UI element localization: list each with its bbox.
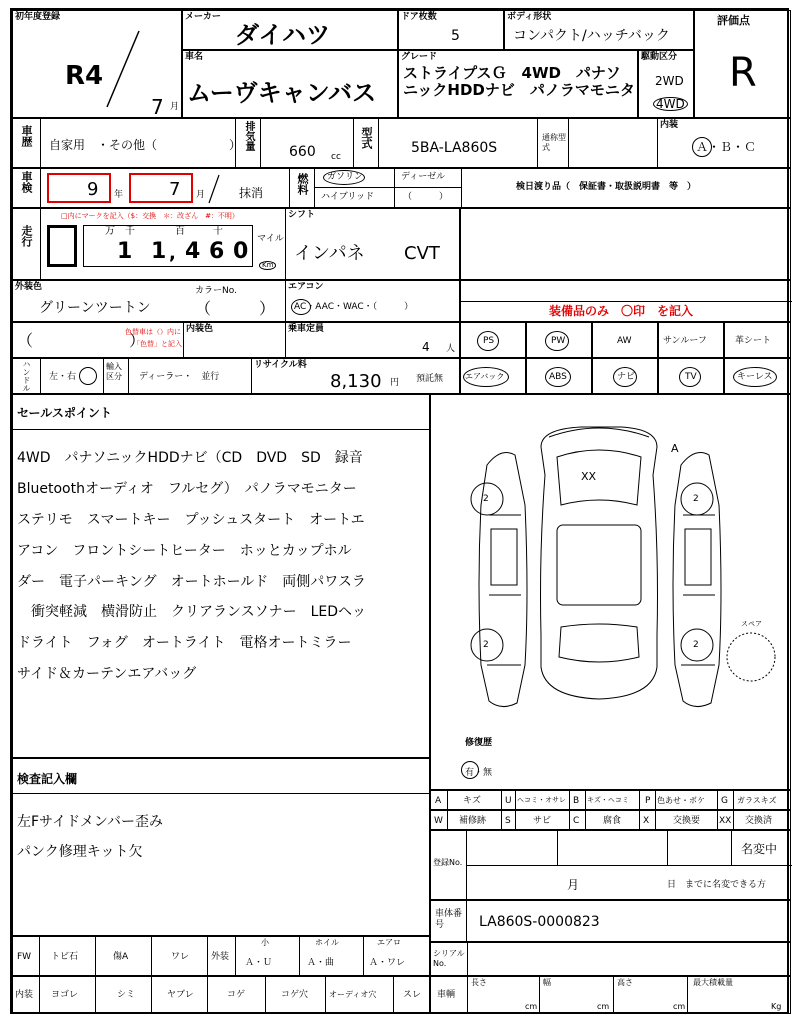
equip-aw[interactable] bbox=[592, 322, 658, 358]
dims-width-unit: cm bbox=[597, 1002, 610, 1011]
mileage-digit-2: 1 bbox=[151, 239, 167, 264]
included-docs-label: 検日渡り品（ 保証書・取扱説明書 等 ） bbox=[516, 182, 697, 192]
displacement-label: 排気量 bbox=[243, 121, 254, 151]
tire-fr: 2 bbox=[693, 494, 699, 504]
recycle-cell bbox=[251, 359, 461, 393]
interior-row-label: 内装 bbox=[15, 990, 34, 1000]
doors-value: 5 bbox=[451, 28, 460, 44]
equip-keyless[interactable] bbox=[724, 358, 791, 394]
registration-label-cell bbox=[431, 831, 467, 899]
first-reg-year: R4 bbox=[65, 61, 104, 91]
body-label: ボディ形状 bbox=[507, 12, 552, 22]
shift-type: CVT bbox=[404, 243, 440, 264]
sales-line-1: 4WD パナソニックHDDナビ（CD DVD SD 録音 bbox=[17, 450, 363, 466]
grade-cell bbox=[398, 50, 638, 118]
ext-item-1: トビ石 bbox=[51, 952, 79, 962]
model-type-label-cell bbox=[353, 119, 379, 167]
displacement-value: 660 bbox=[289, 144, 316, 160]
roof-mark: XX bbox=[581, 470, 597, 483]
sales-line-4: アコン フロントシートヒーター ホッとカップホル bbox=[17, 543, 352, 559]
equip-header-cell bbox=[460, 280, 791, 322]
equip-abs[interactable] bbox=[526, 358, 592, 394]
tire-rl: 2 bbox=[483, 640, 489, 650]
equip-row-1 bbox=[460, 322, 791, 358]
equip-navi[interactable] bbox=[592, 358, 658, 394]
exterior-defects-row bbox=[12, 936, 430, 976]
interior-color-cell bbox=[183, 323, 285, 357]
dims-length-unit: cm bbox=[525, 1002, 538, 1011]
interior-defects-row bbox=[12, 976, 430, 1014]
equip-aw-label: AW bbox=[617, 336, 632, 346]
mileage-digit-5: 0 bbox=[233, 239, 249, 264]
displacement-unit: cc bbox=[331, 152, 341, 162]
color-value: グリーンツートン bbox=[39, 300, 151, 316]
color-change-note-2: 「色替」と記入 bbox=[133, 340, 182, 348]
int-item-7: スレ bbox=[403, 990, 422, 1000]
inspection-row bbox=[12, 168, 791, 208]
color-change-note-1: 色替車は（）内に bbox=[125, 328, 181, 336]
legend-table bbox=[430, 790, 791, 830]
import-label-cell bbox=[103, 359, 129, 393]
repair-history-label: 修復歴 bbox=[465, 738, 493, 748]
equip-abs-label: ABS bbox=[549, 372, 567, 382]
fw-label: FW bbox=[17, 952, 32, 962]
recycle-value: 8,130 bbox=[330, 371, 382, 392]
grade-value: ストライプスＧ 4WD パナソニックHDDナビ パノラマモニタ bbox=[403, 64, 635, 99]
mileage-row bbox=[12, 208, 460, 280]
inspection-year-box[interactable] bbox=[47, 173, 111, 203]
dims-height-unit: cm bbox=[673, 1002, 686, 1011]
car-name-value: ムーヴキャンバス bbox=[187, 79, 377, 107]
inspection-month: 7 bbox=[169, 179, 181, 200]
drive-4wd-circled: 4WD bbox=[653, 97, 688, 111]
registration-box bbox=[430, 830, 791, 900]
legend-g: G bbox=[721, 796, 728, 806]
registration-divider bbox=[467, 865, 792, 866]
equip-tv[interactable] bbox=[658, 358, 724, 394]
inspection-notes-box bbox=[12, 758, 430, 936]
interior-grade-a-circle bbox=[692, 137, 712, 157]
legend-w: W bbox=[434, 816, 443, 826]
inspection-slash bbox=[207, 173, 221, 205]
legend-row-2 bbox=[430, 810, 791, 830]
equip-sunroof-label: サンルーフ bbox=[663, 336, 707, 346]
common-type-label-cell bbox=[537, 119, 569, 167]
fuel-label-cell bbox=[289, 169, 315, 207]
handle-label: ハンドル bbox=[22, 360, 31, 392]
mileage-box-100k[interactable] bbox=[47, 225, 77, 267]
mileage-label: 走行 bbox=[20, 225, 33, 247]
inspection-label-cell bbox=[13, 169, 41, 207]
capacity-cell bbox=[285, 323, 461, 357]
equip-keyless-circle bbox=[733, 367, 777, 387]
fuel-diesel: ディーゼル bbox=[401, 172, 446, 182]
capacity-value: 4 bbox=[422, 340, 430, 354]
vin-value: LA860S-0000823 bbox=[479, 914, 600, 930]
history-label-cell bbox=[13, 119, 41, 167]
equip-tv-circle bbox=[679, 367, 701, 387]
mileage-km: Km bbox=[259, 261, 276, 270]
sales-line-8: サイド＆カーテンエアバッグ bbox=[17, 666, 197, 682]
mileage-note: □内にマークを記入（$：交換 ＊：改ざん #：不明） bbox=[61, 212, 239, 220]
handle-right-circle bbox=[79, 367, 97, 385]
serial-label: シリアルNo. bbox=[433, 949, 465, 968]
body-type-cell bbox=[504, 10, 694, 50]
mileage-digit-4: 6 bbox=[209, 239, 225, 264]
car-name-label: 車名 bbox=[185, 52, 204, 62]
name-change: 名変中 bbox=[741, 842, 778, 856]
legend-s: S bbox=[505, 816, 511, 826]
color-row bbox=[12, 280, 460, 322]
aircon-value: AC・AAC・WAC・（ ） bbox=[294, 302, 414, 312]
ext-small-value: Ａ・Ｕ bbox=[245, 958, 273, 968]
equip-divider bbox=[461, 301, 792, 302]
legend-row-1 bbox=[430, 790, 791, 810]
inspection-year: 9 bbox=[87, 179, 99, 200]
handle-value: 左・右 bbox=[49, 372, 77, 382]
legend-a-desc: キズ bbox=[463, 796, 481, 806]
interior-grade-cell bbox=[657, 119, 792, 167]
ext-label: 外装 bbox=[211, 952, 230, 962]
fuel-hybrid: ハイブリッド bbox=[321, 192, 375, 202]
score-label: 評価点 bbox=[717, 14, 750, 27]
color-label: 外装色 bbox=[15, 282, 43, 292]
sales-points-title: セールスポイント bbox=[17, 406, 112, 420]
included-docs-cell bbox=[461, 169, 792, 207]
color-no-label: カラーNo. bbox=[195, 286, 237, 296]
tire-rr: 2 bbox=[693, 640, 699, 650]
legend-s-desc: サビ bbox=[533, 816, 552, 826]
equip-row-2 bbox=[460, 358, 791, 394]
legend-g-desc: ガラスキズ bbox=[737, 796, 777, 805]
equip-sunroof[interactable] bbox=[658, 322, 724, 358]
unit-10: 十 bbox=[213, 226, 223, 237]
displacement-label-cell bbox=[235, 119, 261, 167]
spare-label: スペア bbox=[741, 620, 762, 628]
legend-xx-desc: 交換済 bbox=[745, 816, 773, 826]
grade-label: グレード bbox=[401, 52, 438, 62]
sales-line-7: ドライト フォグ オートライト 電格オートミラー bbox=[17, 635, 352, 651]
ext-item-3: ワレ bbox=[171, 952, 190, 962]
sales-line-6: 衝突軽減 横滑防止 クリアランスソナー LEDヘッ bbox=[17, 604, 367, 620]
dims-height-label: 高さ bbox=[617, 978, 633, 987]
recycle-unit: 円 bbox=[390, 378, 400, 388]
date-slash bbox=[103, 29, 143, 109]
vin-label-cell bbox=[431, 901, 467, 941]
maker-cell bbox=[182, 10, 398, 50]
legend-a: A bbox=[435, 796, 442, 806]
aircon-label: エアコン bbox=[288, 282, 324, 292]
equip-navi-label: ナビ bbox=[617, 372, 636, 382]
handle-label-cell bbox=[13, 359, 41, 393]
color-no-value: （ ） bbox=[195, 299, 276, 318]
shift-label: シフト bbox=[288, 210, 316, 220]
repair-yes-circle bbox=[461, 761, 479, 779]
first-registration-cell bbox=[12, 10, 182, 118]
legend-b-desc: キズ・ヘコミ bbox=[587, 796, 629, 804]
history-label: 車歴 bbox=[20, 125, 33, 147]
legend-c: C bbox=[573, 816, 580, 826]
first-reg-label: 初年度登録 bbox=[15, 12, 61, 22]
legend-xx: XX bbox=[719, 816, 732, 826]
year-unit: 年 bbox=[114, 190, 124, 200]
int-item-3: ヤブレ bbox=[167, 990, 194, 1000]
aircon-cell bbox=[285, 281, 461, 321]
dims-label: 車輌 bbox=[437, 990, 456, 1000]
first-reg-month: 7 bbox=[151, 95, 164, 119]
model-type-label: 型式 bbox=[360, 127, 373, 149]
equip-keyless-label: キーレス bbox=[737, 372, 773, 382]
fuel-gas-cell[interactable] bbox=[315, 169, 395, 188]
dims-load-label: 最大積載量 bbox=[693, 978, 733, 987]
sales-line-3: ステリモ スマートキー プッシュスタート オートエ bbox=[17, 512, 365, 528]
recycle-label: リサイクル料 bbox=[254, 360, 307, 370]
legend-p-desc: 色あせ・ボケ bbox=[657, 796, 705, 805]
ext-aero-label: エアロ bbox=[377, 938, 401, 947]
legend-x: X bbox=[643, 816, 650, 826]
equip-leather[interactable] bbox=[724, 322, 791, 358]
import-value: ディーラー・ 並行 bbox=[139, 372, 220, 382]
int-item-4: コゲ bbox=[227, 990, 246, 1000]
equip-airbag-label: エアバック bbox=[465, 372, 505, 381]
reg-month-unit: 月 bbox=[567, 878, 580, 892]
equip-ps-label: PS bbox=[483, 336, 495, 346]
drive-label: 駆動区分 bbox=[641, 52, 678, 62]
int-item-6: オーディオ穴 bbox=[329, 990, 377, 999]
diagram-box bbox=[430, 394, 791, 790]
inspection-month-box[interactable] bbox=[129, 173, 193, 203]
fuel-gas: ガソリン bbox=[327, 172, 364, 182]
sales-line-2: Bluetoothオーディオ フルセグ） パノラマモニター bbox=[17, 481, 357, 497]
equip-abs-circle bbox=[545, 367, 571, 387]
common-type-label: 通称型式 bbox=[542, 133, 566, 152]
drive-cell bbox=[638, 50, 694, 118]
dims-width-label: 幅 bbox=[543, 978, 551, 987]
aircon-ac-circle bbox=[291, 299, 311, 315]
notes-divider bbox=[13, 793, 431, 794]
score-cell bbox=[694, 10, 791, 118]
dims-load-unit: Kg bbox=[771, 1002, 782, 1011]
legend-u-desc: ヘコミ・オサレ bbox=[517, 796, 566, 804]
equip-airbag[interactable] bbox=[460, 358, 526, 394]
vin-box bbox=[430, 900, 791, 942]
ext-wheel-label: ホイル bbox=[315, 938, 339, 947]
shift-position: インパネ bbox=[294, 243, 365, 264]
recycle-deposit: 預託無 bbox=[416, 374, 444, 384]
mileage-digit-1: 1 bbox=[117, 239, 133, 264]
tire-fl: 2 bbox=[483, 494, 489, 504]
body-value: コンパクト/ハッチバック bbox=[513, 28, 670, 44]
interior-color-label: 内装色 bbox=[186, 324, 214, 334]
legend-c-desc: 腐食 bbox=[603, 816, 622, 826]
month-unit: 月 bbox=[170, 102, 180, 112]
inspection-label: 車検 bbox=[20, 171, 33, 193]
serial-box bbox=[430, 942, 791, 976]
equip-pw-circle bbox=[545, 331, 569, 351]
handle-row bbox=[12, 358, 460, 394]
sales-line-5: ダー 電子パーキング オートホールド 両側パワスラ bbox=[17, 574, 366, 590]
maker-value: ダイハツ bbox=[235, 21, 331, 49]
ext-aero-value: Ａ・ワレ bbox=[369, 958, 406, 968]
shift-cell bbox=[285, 209, 461, 279]
unit-10k: 万 bbox=[105, 226, 115, 237]
import-label: 輸入区分 bbox=[106, 362, 122, 381]
mileage-mile: マイル bbox=[257, 234, 284, 244]
car-diagram bbox=[431, 395, 790, 735]
history-value: 自家用 ・その他（ ） bbox=[49, 138, 242, 152]
int-item-5: コゲ穴 bbox=[281, 990, 309, 1000]
fuel-diesel-cell[interactable] bbox=[395, 169, 461, 188]
maker-label: メーカー bbox=[185, 12, 221, 22]
capacity-unit: 人 bbox=[446, 344, 456, 354]
interior-grade-value: Ａ・Ｂ・Ｃ bbox=[696, 140, 757, 154]
unit-100: 百 bbox=[175, 226, 185, 237]
reg-day-text: 日 までに名変できる方 bbox=[667, 880, 767, 890]
score-value: R bbox=[729, 50, 757, 96]
vin-label: 車体番号 bbox=[435, 909, 463, 930]
legend-x-desc: 交換要 bbox=[673, 816, 701, 826]
month-unit-2: 月 bbox=[196, 190, 206, 200]
included-docs-space bbox=[460, 208, 791, 280]
equip-leather-label: 革シート bbox=[735, 336, 772, 346]
equip-navi-circle bbox=[613, 367, 637, 387]
sales-points-box bbox=[12, 394, 430, 758]
equip-pw[interactable] bbox=[526, 322, 592, 358]
legend-u: U bbox=[505, 796, 512, 806]
equip-title: 装備品のみ 〇印 を記入 bbox=[549, 304, 694, 318]
fuel-other: （ ） bbox=[403, 192, 449, 202]
mileage-comma: , bbox=[169, 243, 176, 264]
int-item-2: シミ bbox=[117, 990, 136, 1000]
sales-divider bbox=[13, 429, 431, 430]
doors-label: ドア枚数 bbox=[401, 12, 437, 22]
model-type-value: 5BA-LA860S bbox=[411, 140, 498, 156]
car-name-cell bbox=[182, 50, 398, 118]
color-change-row bbox=[12, 322, 460, 358]
drive-2wd: 2WD bbox=[655, 74, 684, 88]
equip-ps-circle bbox=[477, 331, 499, 351]
doors-cell bbox=[398, 10, 504, 50]
ext-small-label: 小 bbox=[261, 938, 269, 947]
mileage-digit-3: 4 bbox=[185, 239, 201, 264]
mileage-label-cell bbox=[13, 209, 41, 279]
equip-pw-label: PW bbox=[551, 336, 566, 346]
equip-ps[interactable] bbox=[460, 322, 526, 358]
dimensions-box bbox=[430, 976, 791, 1014]
note-line-1: 左Fサイドメンバー歪み bbox=[17, 814, 163, 830]
door-mark: A bbox=[671, 442, 679, 455]
equip-tv-label: TV bbox=[685, 372, 697, 382]
int-item-1: ヨゴレ bbox=[51, 990, 79, 1000]
auction-sheet bbox=[10, 8, 789, 1014]
legend-p: P bbox=[645, 796, 651, 806]
inspection-cancel: 抹消 bbox=[239, 186, 264, 200]
color-change-paren: （ ） bbox=[17, 331, 146, 350]
history-row bbox=[12, 118, 791, 168]
interior-grade-label: 内装 bbox=[660, 120, 679, 130]
registration-label: 登録No. bbox=[433, 858, 463, 867]
dims-length-label: 長さ bbox=[471, 978, 487, 987]
inspection-notes-title: 検査記入欄 bbox=[17, 772, 78, 786]
fuel-label: 燃料 bbox=[296, 173, 309, 195]
unit-1k: 千 bbox=[125, 226, 135, 237]
fuel-gas-circle bbox=[323, 170, 365, 185]
ext-wheel-value: Ａ・曲 bbox=[307, 958, 335, 968]
equip-airbag-circle bbox=[463, 367, 509, 387]
legend-b: B bbox=[573, 796, 580, 806]
repair-history-value: 有・無 bbox=[465, 768, 493, 778]
ext-item-2: 傷A bbox=[113, 952, 129, 962]
capacity-label: 乗車定員 bbox=[288, 324, 325, 334]
legend-w-desc: 補修跡 bbox=[459, 816, 487, 826]
fuel-hybrid-cell[interactable] bbox=[315, 188, 395, 207]
note-line-2: パンク修理キット欠 bbox=[17, 844, 143, 860]
